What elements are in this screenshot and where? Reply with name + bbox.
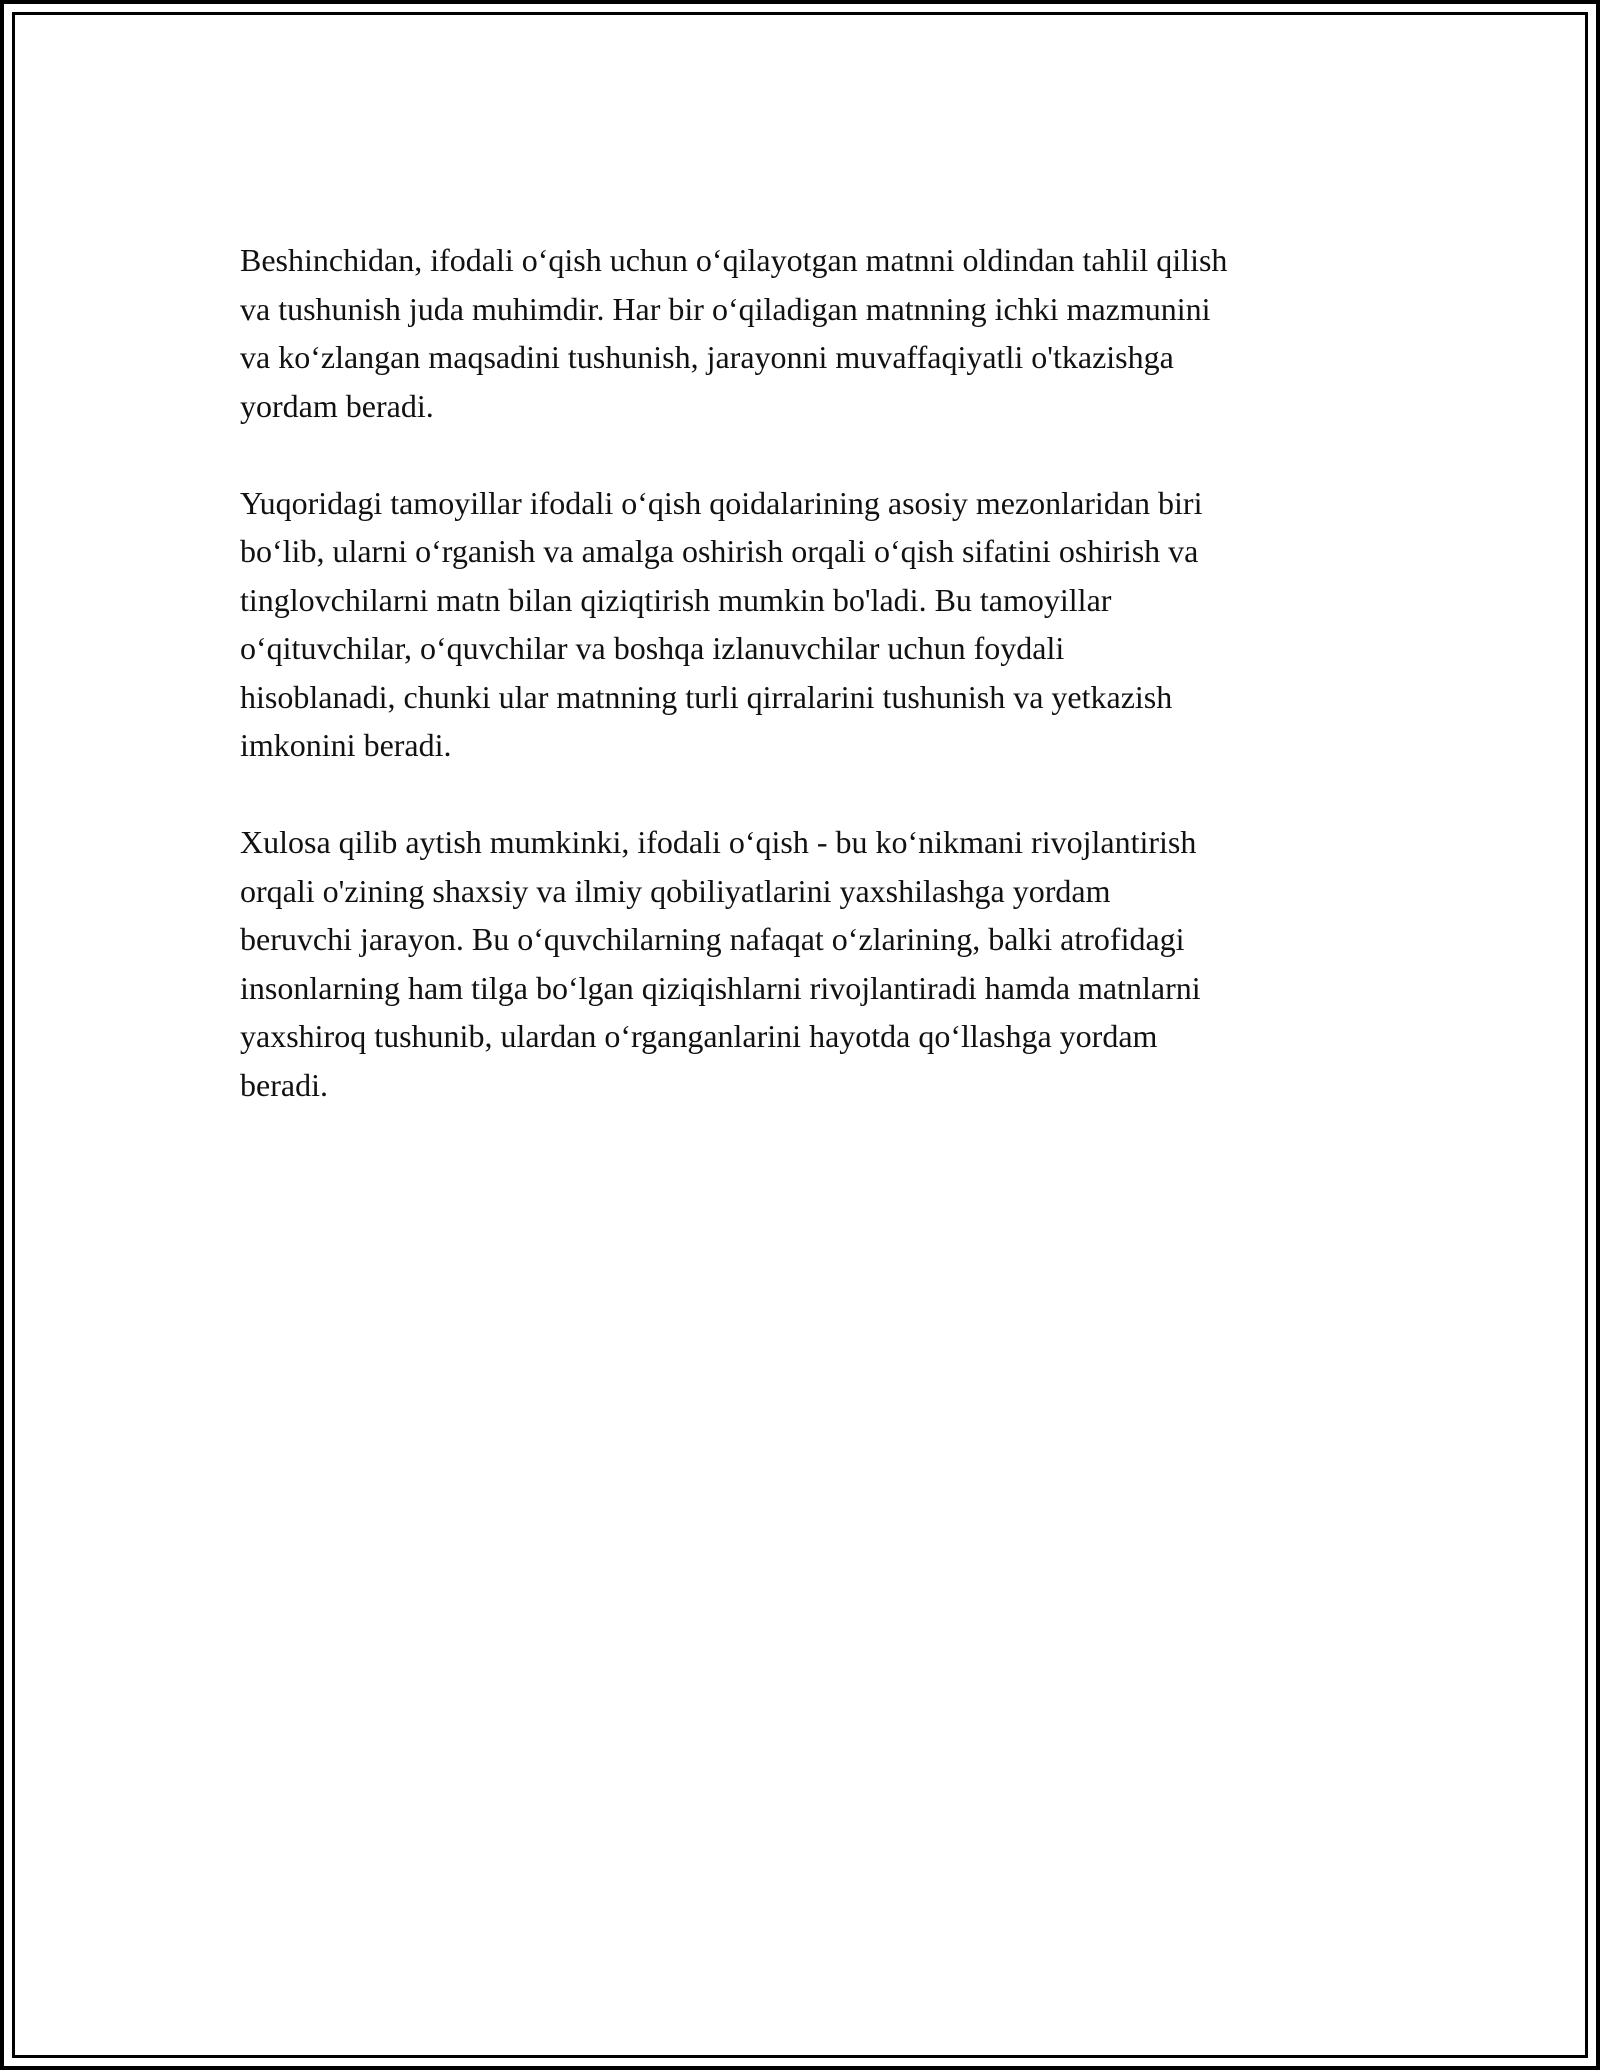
text-line: yordam beradi. [240,387,434,424]
document-body [240,236,1380,1158]
paragraph-3 [240,818,1380,1109]
text-line: Beshinchidan, ifodali o‘qish uchun o‘qilayotgan matnni oldindan tahlil qilish [240,242,1228,278]
text-line: beradi. [240,1066,328,1103]
text-line: Xulosa qilib aytish mumkinki, ifodali o‘qish - bu ko‘nikmani rivojlantirish [240,824,1197,860]
text-line: o‘qituvchilar, o‘quvchilar va boshqa izlanuvchilar uchun foydali [240,630,1065,666]
paragraph-1 [240,236,1380,430]
text-line: insonlarning ham tilga bo‘lgan qiziqishlarni rivojlantiradi hamda matnlarni [240,969,1201,1006]
text-line: imkonini beradi. [240,727,452,763]
text-line: va tushunish juda muhimdir. Har bir o‘qiladigan matnning ichki mazmunini [240,290,1211,327]
text-line: Yuqoridagi tamoyillar ifodali o‘qish qoidalarining asosiy mezonlaridan biri [240,484,1203,521]
text-line: tinglovchilarni matn bilan qiziqtirish mumkin bo'ladi. Bu tamoyillar [240,581,1112,618]
text-line: yaxshiroq tushunib, ulardan o‘rganganlarini hayotda qo‘llashga yordam [240,1018,1158,1054]
paragraph-2 [240,479,1380,770]
text-line: orqali o'zining shaxsiy va ilmiy qobiliyatlarini yaxshilashga yordam [240,872,1111,909]
text-line: va ko‘zlangan maqsadini tushunish, jarayonni muvaffaqiyatli o'tkazishga [240,339,1174,375]
text-line: bo‘lib, ularni o‘rganish va amalga oshirish orqali o‘qish sifatini oshirish va [240,533,1199,569]
text-line: hisoblanadi, chunki ular matnning turli qirralarini tushunish va yetkazish [240,678,1173,715]
text-line: beruvchi jarayon. Bu o‘quvchilarning nafaqat o‘zlarining, balki atrofidagi [240,921,1185,957]
